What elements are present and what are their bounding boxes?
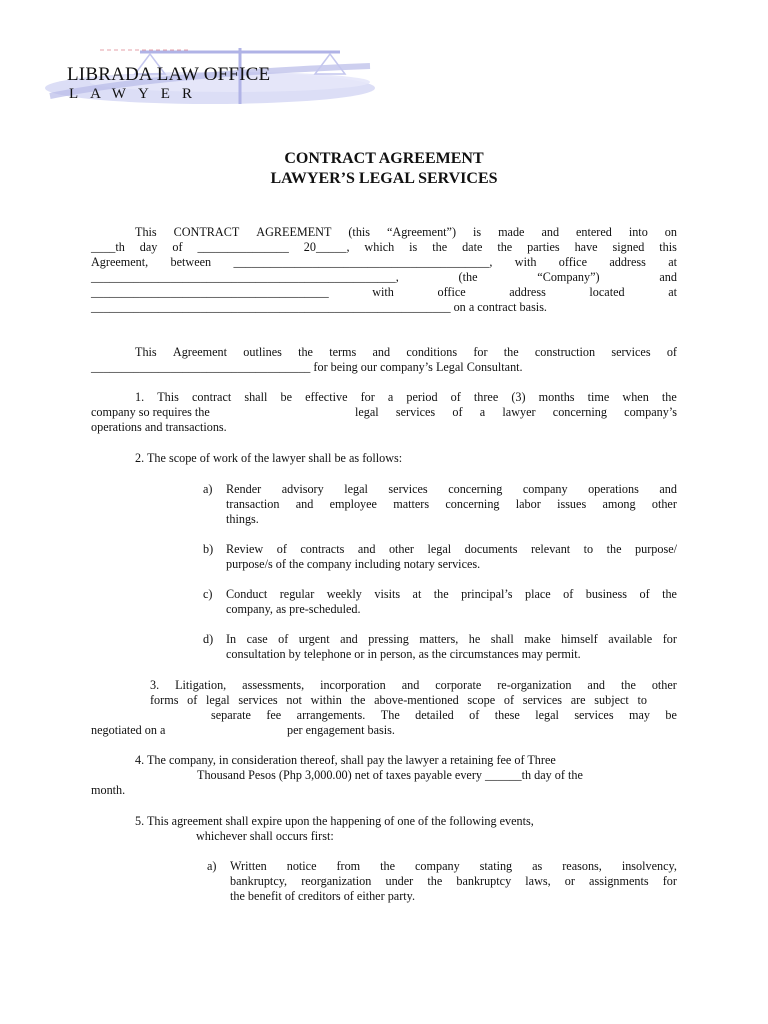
item2-d-line-2: consultation by telephone or in person, as the circumstances may permit. (226, 647, 581, 661)
word: company (415, 859, 460, 873)
word: not (286, 693, 302, 707)
word: of (450, 390, 461, 404)
word: for (662, 874, 677, 888)
word: period (406, 390, 438, 404)
word: for (662, 632, 677, 646)
word: the (298, 345, 313, 359)
item2-b-line-1 (226, 542, 677, 557)
word: of (452, 405, 463, 419)
word: relevant (530, 542, 571, 556)
item5-a-line-3: the benefit of creditors of either party. (230, 889, 415, 903)
word: separate (211, 708, 251, 722)
word: and (659, 482, 677, 496)
word: shall (490, 632, 514, 646)
word: is (409, 240, 418, 254)
word: and (659, 270, 677, 284)
word: laws, (525, 874, 551, 888)
word: among (602, 497, 636, 511)
intro-line-3 (91, 255, 677, 270)
item2-a-label: a) (203, 482, 213, 496)
word: a (479, 405, 486, 419)
word: bankruptcy, (230, 874, 288, 888)
word: __________________________________________, (233, 255, 493, 269)
word: the (503, 345, 519, 359)
word: of (187, 693, 198, 707)
word: other (651, 497, 677, 511)
word: to (637, 693, 647, 707)
word: Review (226, 542, 264, 556)
intro-line-1 (135, 225, 677, 240)
para2-line-1 (135, 345, 677, 360)
word: the (606, 542, 622, 556)
word: assignments (589, 874, 649, 888)
word: as (532, 859, 543, 873)
word: transaction (226, 497, 280, 511)
word: day (139, 240, 158, 254)
word: company’s (624, 405, 677, 419)
word: This (157, 390, 179, 404)
word: and (401, 678, 420, 692)
word: legal (206, 693, 230, 707)
word: labor (515, 497, 541, 511)
item2-a-line-1 (226, 482, 677, 497)
word: company (522, 482, 568, 496)
word: and (587, 678, 606, 692)
word: make (524, 632, 551, 646)
word: and (295, 497, 314, 511)
word: re-organization (497, 678, 572, 692)
word: of (469, 708, 480, 722)
word: In (226, 632, 237, 646)
word: operations (588, 482, 639, 496)
item2-a-line-2 (226, 497, 677, 512)
word: this (659, 240, 677, 254)
word: fee (266, 708, 282, 722)
word: three (473, 390, 499, 404)
word: __________________________________________________, (91, 270, 399, 284)
word: The (380, 708, 400, 722)
word: located (589, 285, 625, 299)
word: which (364, 240, 395, 254)
firm-subtitle: LAWYER (69, 86, 204, 102)
word: services (574, 708, 614, 722)
intro-line-2 (91, 240, 677, 255)
word: Litigation, (175, 678, 227, 692)
word: concerning (445, 497, 500, 511)
word: the (662, 587, 677, 601)
word: reasons, (562, 859, 602, 873)
word: purpose/ (635, 542, 677, 556)
word: (this (348, 225, 371, 239)
item3-line-4b: per engagement basis. (287, 723, 395, 737)
word: of (276, 542, 287, 556)
word: of (503, 693, 515, 707)
word: urgent (298, 632, 330, 646)
word: This (135, 345, 157, 359)
word: insolvency, (621, 859, 677, 873)
word: 20_____, (303, 240, 350, 254)
item2-d-line-1 (226, 632, 677, 647)
word: with (514, 255, 537, 269)
word: of (639, 587, 650, 601)
word: services (522, 693, 562, 707)
firm-name: LIBRADA LAW OFFICE (67, 64, 271, 85)
word: principal’s (461, 587, 513, 601)
word: notice (286, 859, 317, 873)
word: concerning (552, 405, 607, 419)
word: contract (192, 390, 232, 404)
word: forms (150, 693, 179, 707)
word: advisory (281, 482, 324, 496)
word: himself (561, 632, 598, 646)
item4-line-3: month. (91, 783, 126, 797)
word: 3. (150, 678, 160, 692)
word: from (336, 859, 361, 873)
intro-line-5 (91, 285, 677, 300)
word: when (622, 390, 649, 404)
word: Agreement (172, 345, 228, 359)
word: incorporation (320, 678, 386, 692)
item1-line-2b (355, 405, 677, 420)
item2-a-line-3: things. (226, 512, 259, 526)
word: on (664, 225, 677, 239)
intro-line-4 (91, 270, 677, 285)
item1-line-3: operations and transactions. (91, 420, 227, 434)
word: employee (329, 497, 377, 511)
word: weekly (326, 587, 362, 601)
word: the (497, 240, 513, 254)
word: of (666, 345, 677, 359)
word: reorganization (301, 874, 372, 888)
word: documents (464, 542, 518, 556)
word: legal (535, 708, 559, 722)
word: time (587, 390, 610, 404)
word: services (238, 693, 278, 707)
item5-a-line-2 (230, 874, 677, 889)
item2-intro: 2. The scope of work of the lawyer shall be as follows: (135, 451, 403, 465)
word: bankruptcy (456, 874, 512, 888)
word: legal (427, 542, 452, 556)
word: contracts (300, 542, 345, 556)
word: be (665, 708, 677, 722)
item2-c-label: c) (203, 587, 213, 601)
word: under (385, 874, 414, 888)
word: the (427, 874, 443, 888)
item2-c-line-1 (226, 587, 677, 602)
word: This (135, 225, 157, 239)
word: between (170, 255, 212, 269)
word: address (509, 285, 546, 299)
word: “Company”) (537, 270, 600, 284)
word: of (172, 240, 183, 254)
word: conditions (406, 345, 458, 359)
item3-line-4a: negotiated on a (91, 723, 166, 737)
item3-line-3 (211, 708, 677, 723)
word: or (564, 874, 575, 888)
word: with (372, 285, 394, 299)
word: pressing (368, 632, 409, 646)
item2-b-line-2: purpose/s of the company including notary services. (226, 557, 481, 571)
item2-d-label: d) (203, 632, 214, 646)
word: for (473, 345, 488, 359)
word: office (558, 255, 587, 269)
word: shall (244, 390, 268, 404)
word: place (524, 587, 551, 601)
word: corporate (435, 678, 482, 692)
word: entered (576, 225, 612, 239)
word: stating (479, 859, 513, 873)
item1-line-1 (135, 390, 677, 405)
item4-line-2: Thousand Pesos (Php 3,000.00) net of taxes payable every ______th day of the (197, 768, 583, 782)
word: terms (329, 345, 357, 359)
word: assessments, (242, 678, 305, 692)
para2-line-2: ____________________________________ for being our company’s Legal Consultant. (91, 360, 523, 374)
item5-a-label: a) (207, 859, 217, 873)
word: business (585, 587, 628, 601)
word: regular (279, 587, 315, 601)
word: other (388, 542, 414, 556)
word: Agreement, (91, 255, 149, 269)
word: issues (557, 497, 587, 511)
word: the (350, 693, 366, 707)
word: effective (305, 390, 348, 404)
word: the (433, 587, 449, 601)
word: matters (393, 497, 430, 511)
word: into (628, 225, 648, 239)
word: the (661, 390, 677, 404)
word: at (668, 255, 677, 269)
word: CONTRACT (173, 225, 240, 239)
word: (the (458, 270, 478, 284)
word: “Agreement”) (387, 225, 457, 239)
word: arrangements. (296, 708, 366, 722)
word: services (611, 345, 651, 359)
item2-c-line-2: company, as pre-scheduled. (226, 602, 361, 616)
document-subtitle: LAWYER’S LEGAL SERVICES (270, 170, 498, 187)
item4-line-1: 4. The company, in consideration thereof, shall pay the lawyer a retaining fee of Three (135, 753, 556, 767)
word: other (651, 678, 677, 692)
word: have (574, 240, 598, 254)
word: ____th (91, 240, 125, 254)
word: of (563, 587, 574, 601)
word: concerning (448, 482, 503, 496)
word: signed (612, 240, 645, 254)
word: 1. (135, 390, 145, 404)
word: office (437, 285, 466, 299)
word: parties (527, 240, 560, 254)
word: above-mentioned (374, 693, 459, 707)
document-title: CONTRACT AGREEMENT (284, 150, 484, 167)
word: and (372, 345, 391, 359)
word: the (620, 678, 636, 692)
word: visits (374, 587, 401, 601)
word: scope (467, 693, 496, 707)
word: detailed (415, 708, 454, 722)
item5-a-line-1 (230, 859, 677, 874)
word: matters, (419, 632, 459, 646)
word: address (609, 255, 646, 269)
word: services (395, 405, 436, 419)
word: is (472, 225, 482, 239)
item5-line-1: 5. This agreement shall expire upon the happening of one of the following events, (135, 814, 534, 828)
word: Written (230, 859, 267, 873)
word: for (360, 390, 375, 404)
word: construction (534, 345, 596, 359)
item3-line-2 (150, 693, 647, 708)
word: made (498, 225, 525, 239)
word: lawyer (502, 405, 536, 419)
word: he (468, 632, 481, 646)
word: legal (355, 405, 379, 419)
word: case (246, 632, 268, 646)
word: and (357, 542, 376, 556)
word: and (340, 632, 358, 646)
word: may (629, 708, 650, 722)
word: these (494, 708, 520, 722)
word: Render (226, 482, 262, 496)
item5-line-2: whichever shall occurs first: (196, 829, 334, 843)
word: and (541, 225, 560, 239)
word: available (608, 632, 653, 646)
word: Conduct (226, 587, 268, 601)
word: the (380, 859, 396, 873)
word: _______________________________________ (91, 285, 329, 299)
intro-line-6: ___________________________________________________________ on a contract basis. (91, 300, 547, 314)
word: legal (344, 482, 368, 496)
word: services (388, 482, 428, 496)
word: months (538, 390, 575, 404)
word: (3) (511, 390, 526, 404)
word: outlines (243, 345, 282, 359)
word: subject (594, 693, 629, 707)
word: the (432, 240, 448, 254)
word: a (387, 390, 394, 404)
word: be (280, 390, 292, 404)
word: at (668, 285, 677, 299)
item1-line-2a: company so requires the (91, 405, 210, 419)
word: of (278, 632, 289, 646)
word: at (412, 587, 422, 601)
item2-b-label: b) (203, 542, 214, 556)
word: within (310, 693, 342, 707)
word: are (570, 693, 586, 707)
word: date (462, 240, 483, 254)
word: AGREEMENT (256, 225, 332, 239)
item3-line-1 (150, 678, 677, 693)
word: to (583, 542, 594, 556)
word: _______________ (197, 240, 289, 254)
